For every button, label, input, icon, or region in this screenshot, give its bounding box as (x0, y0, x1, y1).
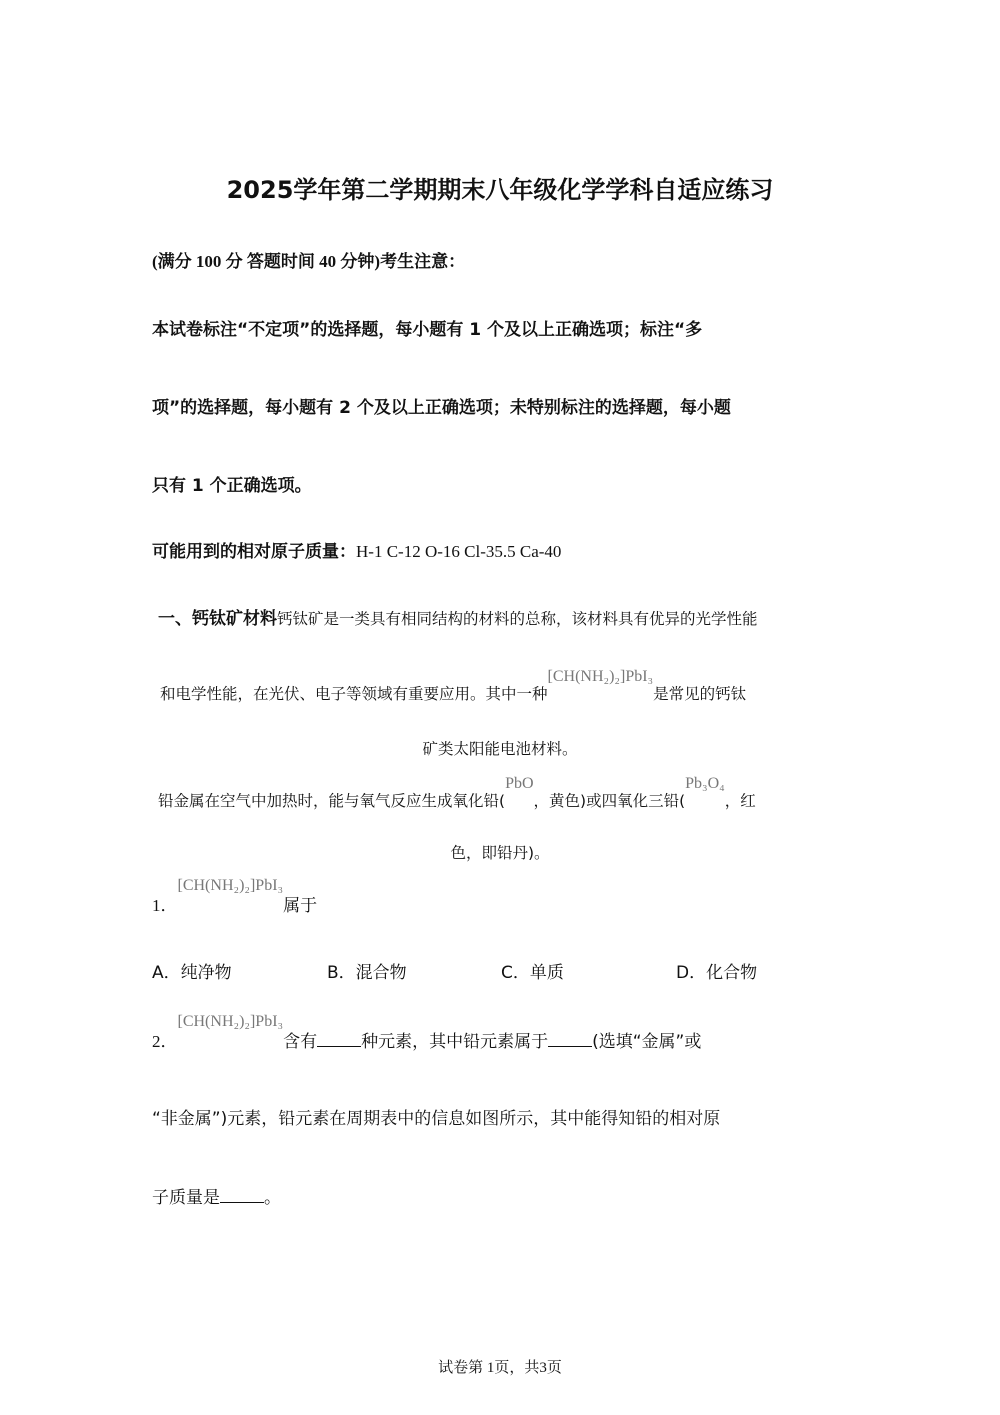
q2-text-3: (选填“金属”或 (592, 1032, 702, 1052)
q1-option-c[interactable]: C．单质 (501, 963, 564, 983)
atomic-masses-label: 可能用到的相对原子质量： (152, 542, 356, 562)
q1-number: 1． (152, 896, 178, 915)
section1-text-6: ，红 (724, 792, 756, 810)
section1-para-2 (158, 775, 756, 811)
q2-number: 2． (152, 1032, 178, 1051)
q2-text-4: 子质量是 (152, 1188, 220, 1208)
question-1 (152, 877, 318, 916)
q2-formula: [CH(NH₂)₂]PbI₃ (177, 1013, 284, 1030)
q2-text-2: 种元素，其中铅元素属于 (361, 1032, 549, 1052)
q2-line-3 (152, 1183, 281, 1208)
q1-option-a[interactable]: A．纯净物 (152, 963, 232, 983)
notice-line-4: 只有 1 个正确选项。 (152, 476, 312, 496)
section1-text-1: 钙钛矿是一类具有相同结构的材料的总称，该材料具有优异的光学性能 (277, 610, 758, 628)
pbo-formula: PbO (505, 775, 534, 792)
section1-heading: 一、钙钛矿材料 (158, 609, 277, 629)
q2-blank-3[interactable] (220, 1188, 264, 1203)
section1-intro (158, 604, 758, 629)
section1-text-2: 和电学性能，在光伏、电子等领域有重要应用。其中一种 (160, 685, 548, 703)
atomic-masses (152, 537, 561, 562)
section1-text-4: 铅金属在空气中加热时，能与氧气反应生成氧化铅( (158, 792, 506, 810)
q1-formula: [CH(NH₂)₂]PbI₃ (177, 877, 284, 894)
q1-stem: 属于 (283, 896, 318, 916)
q1-option-d[interactable]: D．化合物 (676, 963, 758, 983)
section1-text-3: 是常见的钙钛 (653, 685, 747, 703)
question-2 (152, 1013, 702, 1052)
atomic-masses-values: H-1 C-12 O-16 Cl-35.5 Ca-40 (356, 542, 562, 561)
q2-blank-2[interactable] (548, 1032, 592, 1047)
section1-line-5: 色，即铅丹)。 (450, 844, 550, 862)
q1-option-b[interactable]: B．混合物 (327, 963, 407, 983)
section1-line-2 (160, 668, 747, 704)
pb3o4-formula: Pb₃O₄ (685, 775, 725, 792)
q2-text-5: 。 (264, 1188, 281, 1208)
notice-header: (满分 100 分 答题时间 40 分钟)考生注意： (152, 252, 466, 271)
notice-line-2: 本试卷标注“不定项”的选择题，每小题有 1 个及以上正确选项；标注“多 (152, 320, 703, 340)
notice-line-3: 项”的选择题，每小题有 2 个及以上正确选项；未特别标注的选择题，每小题 (152, 398, 731, 418)
page-title: 2025学年第二学期期末八年级化学学科自适应练习 (226, 176, 774, 204)
perovskite-formula: [CH(NH₂)₂]PbI₃ (547, 668, 654, 685)
page-footer: 试卷第 1页，共3页 (438, 1360, 562, 1376)
section1-line-3: 矿类太阳能电池材料。 (422, 740, 578, 758)
q2-text-1: 含有 (283, 1032, 318, 1052)
q2-line-2: “非金属”)元素，铅元素在周期表中的信息如图所示，其中能得知铅的相对原 (152, 1109, 721, 1129)
section1-text-5: ，黄色)或四氧化三铅( (533, 792, 686, 810)
q2-blank-1[interactable] (317, 1032, 361, 1047)
